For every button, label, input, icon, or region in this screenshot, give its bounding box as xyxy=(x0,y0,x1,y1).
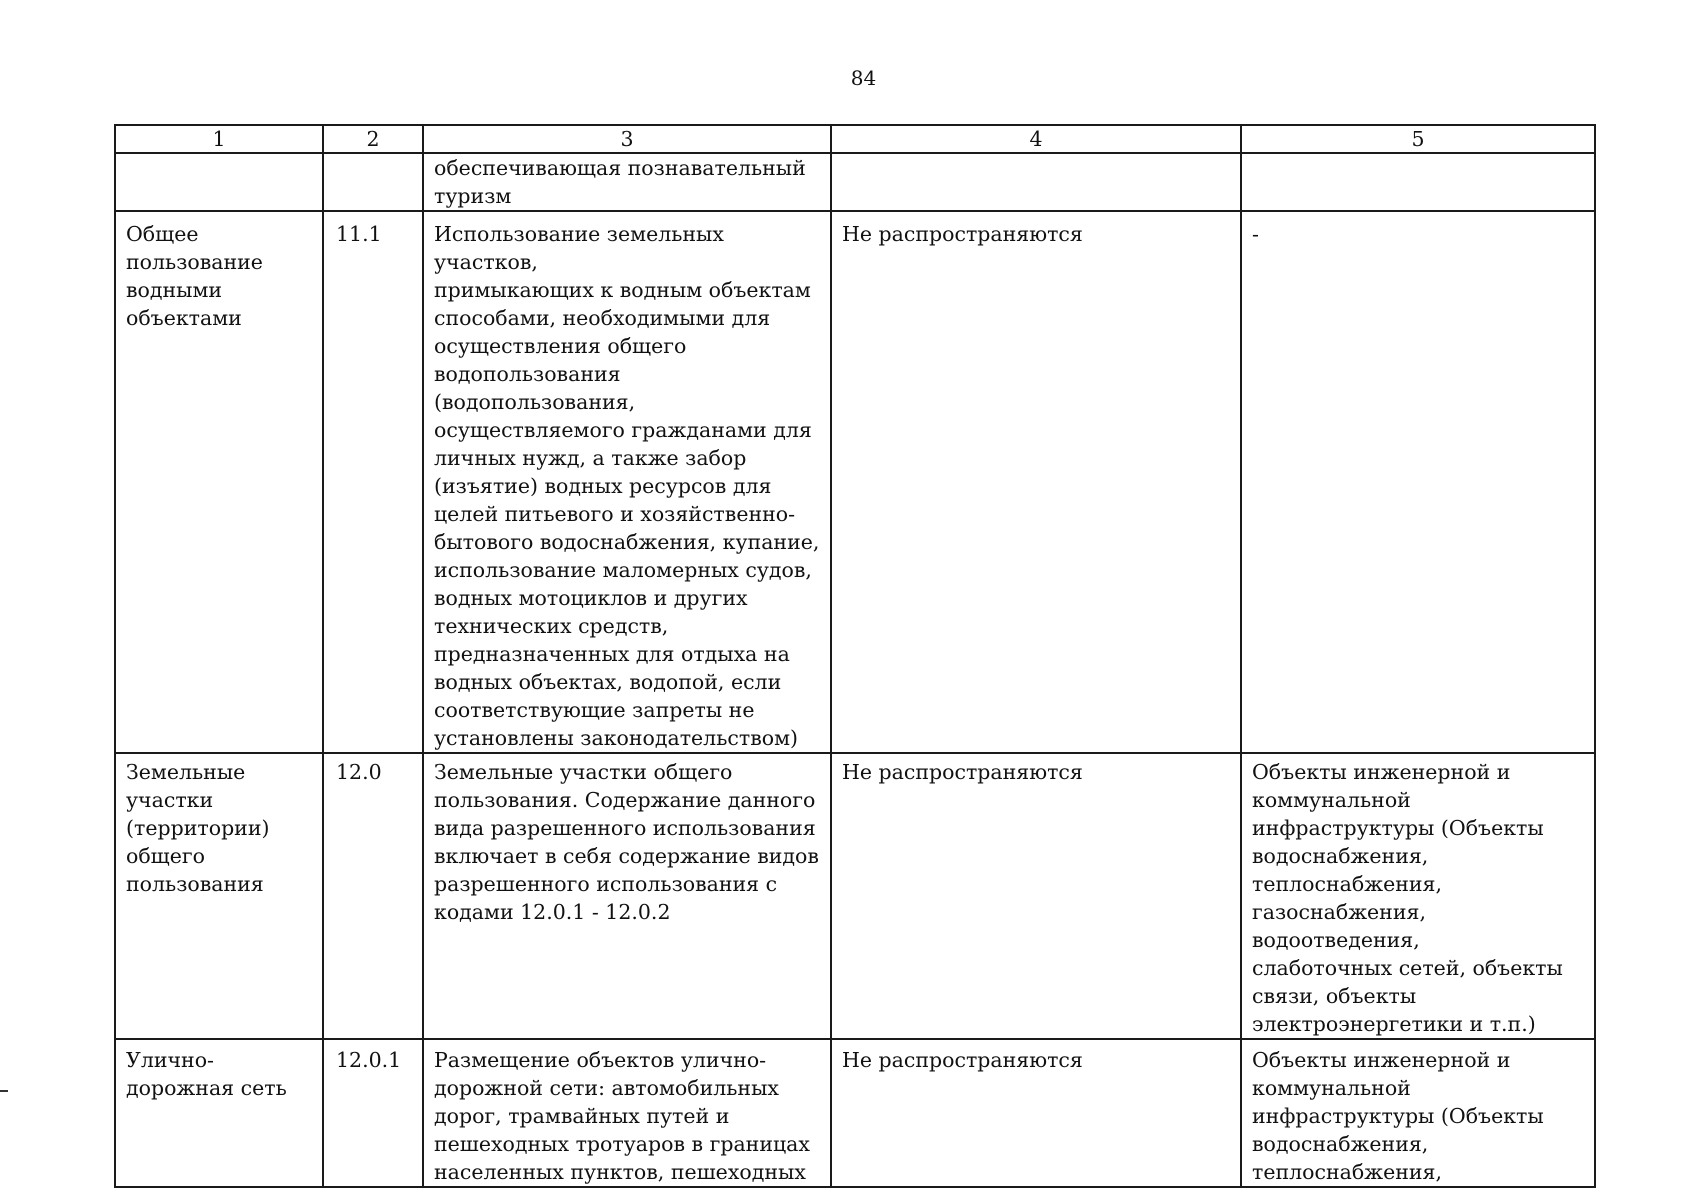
land-use-table xyxy=(114,124,1596,1188)
column-header-2: 2 xyxy=(323,125,423,153)
use-type-description: Земельные участки общего пользования. Содержание данного вида разрешенного использования включает в себя содержание видов разрешенного использования с кодами 12.0.1 - 12.0.2 xyxy=(423,753,831,1039)
allowed-objects-cell: Объекты инженерной и коммунальной инфраструктуры (Объекты водоснабжения, теплоснабжения, газоснабжения, водоотведения, слаботочных сетей, объекты связи, объекты электроэнергетики и т.п.) xyxy=(1241,753,1595,1039)
allowed-objects-cell: Объекты инженерной и коммунальной инфраструктуры (Объекты водоснабжения, теплоснабжения, xyxy=(1241,1039,1595,1187)
table-row xyxy=(115,153,1595,211)
use-type-code: 11.1 xyxy=(323,211,423,753)
table-row xyxy=(115,753,1595,1039)
scan-margin-mark xyxy=(0,1090,8,1092)
table-row xyxy=(115,1039,1595,1187)
table-row xyxy=(115,211,1595,753)
page-number: 84 xyxy=(850,66,877,90)
use-type-code: 12.0 xyxy=(323,753,423,1039)
use-type-code xyxy=(323,153,423,211)
restrictions-cell: Не распространяются xyxy=(831,1039,1241,1187)
restrictions-cell: Не распространяются xyxy=(831,753,1241,1039)
use-type-code: 12.0.1 xyxy=(323,1039,423,1187)
column-header-3: 3 xyxy=(423,125,831,153)
restrictions-cell xyxy=(831,153,1241,211)
allowed-objects-cell xyxy=(1241,153,1595,211)
use-type-name: Земельные участки (территории) общего пользования xyxy=(115,753,323,1039)
table-header-row xyxy=(115,125,1595,153)
column-header-4: 4 xyxy=(831,125,1241,153)
use-type-name xyxy=(115,153,323,211)
column-header-1: 1 xyxy=(115,125,323,153)
restrictions-cell: Не распространяются xyxy=(831,211,1241,753)
use-type-name: Общее пользование водными объектами xyxy=(115,211,323,753)
column-header-5: 5 xyxy=(1241,125,1595,153)
use-type-description: Размещение объектов улично- дорожной сети: автомобильных дорог, трамвайных путей и пешеходных тротуаров в границах населенных пунктов, пешеходных xyxy=(423,1039,831,1187)
use-type-name: Улично- дорожная сеть xyxy=(115,1039,323,1187)
use-type-description: обеспечивающая познавательный туризм xyxy=(423,153,831,211)
allowed-objects-cell: - xyxy=(1241,211,1595,753)
use-type-description: Использование земельных участков, примыкающих к водным объектам способами, необходимыми для осуществления общего водопользования (водопользования, осуществляемого гражданами для личных нужд, а также забор (изъятие) водных ресурсов для целей питьевого и хозяйственно- бытового водоснабжения, купание, использование маломерных судов, водных мотоциклов и других технических средств, предназначенных для отдыха на водных объектах, водопой, если соответствующие запреты не установлены законодательством) xyxy=(423,211,831,753)
